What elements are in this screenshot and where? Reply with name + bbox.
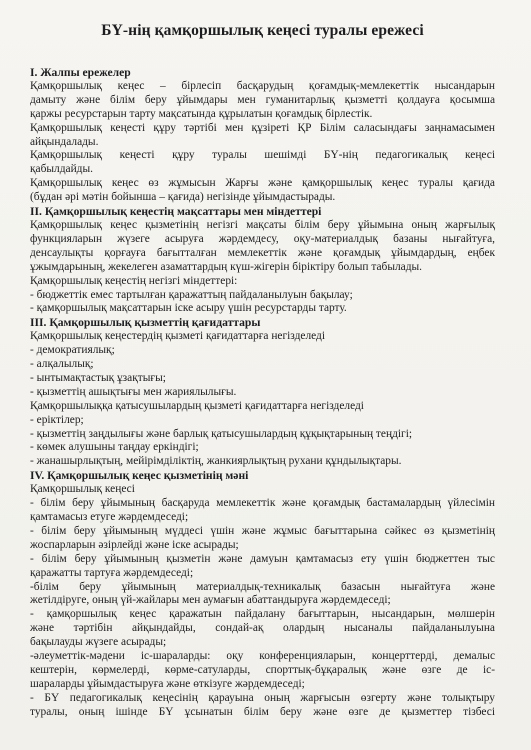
paragraph-line: - қызметтің ашықтығы мен жариялылығы. [30, 385, 237, 398]
paragraph-line: Қамқоршылық кеңесті құру тәртібі мен құзіреті ҚР Білім саласындағы заңнамасымен [30, 121, 495, 134]
document-title: БҮ-нің қамқоршылық кеңесі туралы ережесі [101, 22, 424, 39]
paragraph-line: (бұдан әрі мәтін бойынша – қағида) негізінде ұйымдастырады. [30, 191, 336, 204]
paragraph-line: денсаулықты қорғауға бағытталған мемлекеттік және қоғамдық ұйымдардың, еңбек [30, 246, 495, 259]
paragraph-line: жоспарларын әзірлейді және іске асырады; [30, 538, 239, 551]
paragraph-line: кештерін, көрмелерді, көрме-сатуларды, спорттық-бұқаралық және өзге де іс- [30, 663, 495, 676]
paragraph-line: - БҮ педагогикалық кеңесінің қарауына оның жарғысын өзгерту және толықтыру [30, 691, 495, 704]
paragraph-line: - еріктілер; [30, 413, 84, 426]
paragraph-line: Қамқоршылық кеңес өз жұмысын Жарғы және қамқоршылық кеңес туралы қағида [30, 177, 495, 190]
paragraph-line: - көмек алушыны таңдау еркіндігі; [30, 441, 199, 454]
paragraph-line: айқындалады. [30, 135, 99, 148]
paragraph-line: қаражатты тартуға жәрдемдеседі; [30, 566, 194, 579]
section-heading: ІІІ. Қамқоршылық қызметтің қағидаттары [30, 316, 261, 330]
paragraph-line: Қамқоршылық кеңестердің қызметі қағидаттарға негізделеді [30, 330, 326, 343]
paragraph-line: - демократиялық; [30, 344, 115, 357]
paragraph-line: Қамқоршылық кеңесті құру туралы шешімді БҮ-нің педагогикалық кеңесі [30, 149, 495, 162]
paragraph-line: - қамқоршылық мақсаттарын іске асыру үшін ресурстарды тарту. [30, 302, 347, 315]
paragraph-line: - ынтымақтастық ұзақтығы; [30, 371, 166, 384]
paragraph-line: бақылауды жүзеге асырады; [30, 636, 167, 649]
paragraph-line: дамыту және білім беру ұйымдары мен гуманитарлық қызметті қолдауға қосымша [30, 93, 495, 106]
document-body [30, 66, 495, 720]
paragraph-line: - алқалылық; [30, 358, 94, 371]
paragraph-line: - қамқоршылық кеңес қаражатын пайдалану бағыттарын, нысандарын, мөлшерін [30, 608, 495, 621]
paragraph-line: Қамқоршылық кеңес – бірлесіп басқарудың қоғамдық-мемлекеттік нысандарын [30, 79, 495, 92]
section-heading: ІІ. Қамқоршылық кеңестің мақсаттары мен міндеттері [30, 205, 322, 219]
paragraph-line: туралы, оның ішінде БҮ ұсынатын білім беру және өзге де қызметтер тізбесі [30, 705, 495, 718]
paragraph-line: шараларды ұйымдастыруға және өткізуге жәрдемдеседі; [30, 677, 305, 690]
paragraph-line: қамтамасыз етуге жәрдемдеседі; [30, 511, 189, 523]
paragraph-line: -әлеуметтік-мәдени іс-шараларды: оқу конференцияларын, концерттерді, демалыс [30, 650, 495, 663]
paragraph-line: қаржы ресурстарын тарту мақсатында құрылатын қоғамдық бірлестік. [30, 107, 373, 120]
paragraph-line: және тәртібін айқындайды, сондай-ақ олардың нысаналы пайдаланылуына [30, 622, 495, 635]
paragraph-line: - білім беру ұйымының қызметін және дамуын қамтамасыз ету үшін бюджеттен тыс [30, 552, 495, 565]
paragraph-line: - білім беру ұйымының басқаруда мемлекеттік және қоғамдық бастамалардың үйлесімін [30, 497, 495, 510]
paragraph-line: - қызметтің заңдылығы және барлық қатысушылардың құқықтарының теңдігі; [30, 427, 413, 440]
paragraph-line: - бюджеттік емес тартылған қаражаттың пайдаланылуын бақылау; [30, 288, 353, 301]
paragraph-line: функцияларын жүзеге асыруға жәрдемдесу, оқу-материалдық базаны нығайтуға, [30, 232, 495, 245]
paragraph-line: жетілдіруге, оның үй-жайлары мен аумағын абаттандыруға жәрдемдеседі; [30, 594, 391, 607]
paragraph-line: Қамқоршылыққа қатысушылардың қызметі қағидаттарға негізделеді [30, 399, 364, 412]
paragraph-line: Қамқоршылық кеңестің негізгі міндеттері: [30, 274, 238, 287]
paragraph-line: - білім беру ұйымының мүддесі үшін және жұмыс бағыттарына сәйкес өз қызметінің [30, 524, 495, 537]
paragraph-line: Қамқоршылық кеңес қызметінің негізгі мақсаты білім беру ұйымына оның жарғылық [30, 218, 495, 231]
paragraph-line: -білім беру ұйымының материалдық-техникалық базасын нығайтуға және [30, 580, 495, 593]
paragraph-line: ұжымдарының, жекелеген азаматтардың күш-жігерін біріктіру болып табылады. [30, 260, 423, 273]
paragraph-line: - жанашырлықтың, мейірімділіктің, жанкиярлықтың рухани құндылықтары. [30, 455, 402, 468]
section-heading: IV. Қамқоршылық кеңес қызметінің мәні [30, 469, 249, 483]
paragraph-line: Қамқоршылық кеңесі [30, 483, 135, 496]
paragraph-line: қабылдайды. [30, 163, 93, 176]
section-heading: І. Жалпы ережелер [30, 66, 131, 79]
